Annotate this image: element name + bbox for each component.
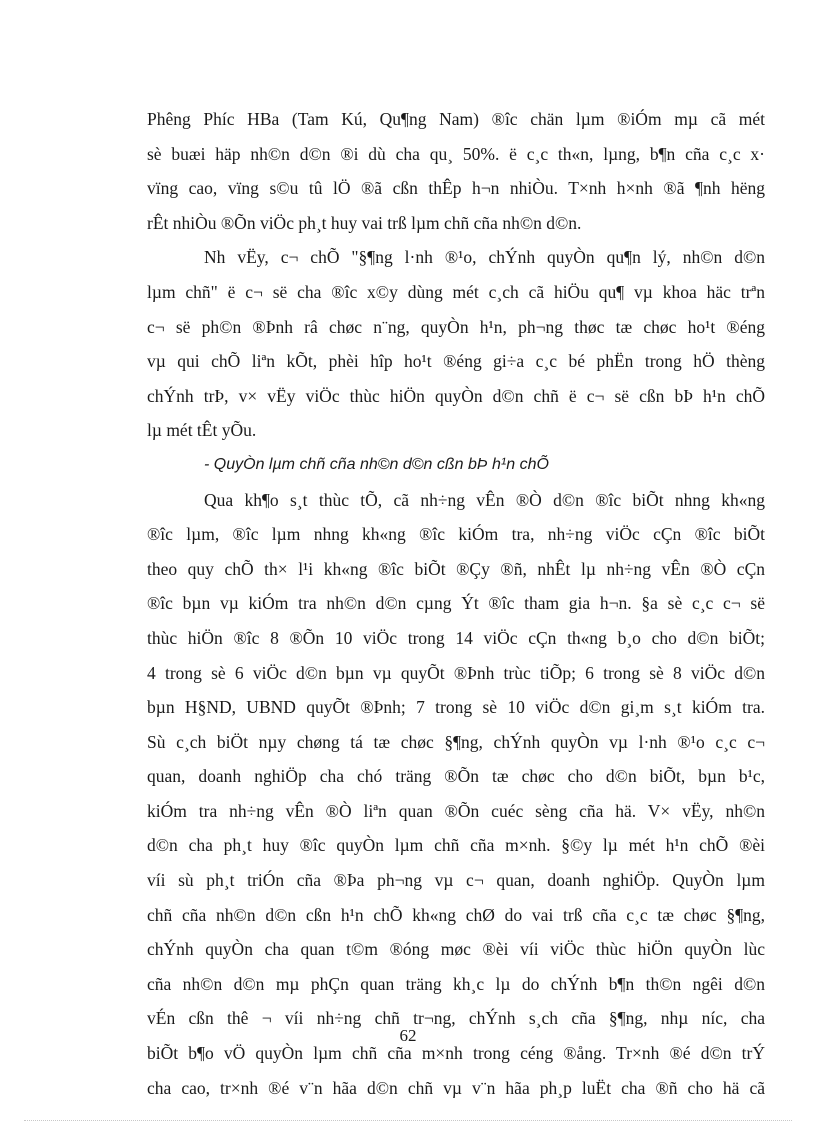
text-line: quan, doanh nghiÖp cha chó träng ®Õn tæ chøc cho d©n biÕt, bµn b¹c, <box>147 766 765 787</box>
text-line: bµn H§ND, UBND quyÕt ®Þnh; 7 trong sè 10 viÖc d©n gi¸m s¸t kiÓm tra. <box>147 697 765 718</box>
document-body <box>147 102 765 1105</box>
text-line: víi sù ph¸t triÓn cña ®Þa ph¬ng vµ c¬ quan, doanh nghiÖp. QuyÒn lµm <box>147 870 765 891</box>
text-line: Nh vËy, c¬ chÕ "§¶ng l·nh ®¹o, chÝnh quyÒn qu¶n lý, nh©n d©n <box>204 247 765 268</box>
text-line: Phêng Phíc HBa (Tam Kú, Qu¶ng Nam) ®îc chän lµm ®iÓm mµ cã mét <box>147 109 765 129</box>
text-line: lµ mét tÊt yÕu. <box>147 420 257 441</box>
text-line: ®îc lµm, ®îc lµm nhng kh«ng ®îc kiÓm tra, nh÷ng viÖc cÇn ®îc biÕt <box>147 524 765 545</box>
text-line: d©n cha ph¸t huy ®îc quyÒn lµm chñ cña m×nh. §©y lµ mét h¹n chÕ ®èi <box>147 835 765 856</box>
paragraph <box>147 102 765 240</box>
text-line: ®îc bµn vµ kiÓm tra nh©n d©n cµng Ýt ®îc tham gia h¬n. §a sè c¸c c¬ së <box>147 593 765 614</box>
text-line: theo quy chÕ th× l¹i kh«ng ®îc biÕt ®Çy ®ñ, nhÊt lµ nh÷ng vÊn ®Ò cÇn <box>147 558 765 579</box>
text-line: biÕt b¶o vÖ quyÒn lµm chñ cña m×nh trong céng ®ång. Tr×nh ®é d©n trÝ <box>147 1043 765 1064</box>
text-line: 4 trong sè 6 viÖc d©n bµn vµ quyÕt ®Þnh trùc tiÕp; 6 trong sè 8 viÖc d©n <box>147 662 765 683</box>
text-line: vÉn cßn thê ¬ víi nh÷ng chñ tr¬ng, chÝnh s¸ch cña §¶ng, nhµ níc, cha <box>147 1008 765 1029</box>
text-line: kiÓm tra nh÷ng vÊn ®Ò liªn quan ®Õn cuéc sèng cña hä. V× vËy, nh©n <box>147 800 765 821</box>
text-line: chÝnh quyÒn cha quan t©m ®óng møc ®èi víi viÖc thùc hiÖn quyÒn lùc <box>147 939 765 960</box>
section-subheading: - QuyÒn lµm chñ cña nh©n d©n cßn bÞ h¹n chÕ <box>204 455 549 473</box>
text-line: cña nh©n d©n mµ phÇn quan träng kh¸c lµ do chÝnh b¶n th©n ngêi d©n <box>147 973 765 994</box>
paragraph <box>147 240 765 448</box>
page-bottom-divider <box>24 1120 792 1121</box>
text-line: thùc hiÖn ®îc 8 ®Õn 10 viÖc trong 14 viÖc cÇn th«ng b¸o cho d©n biÕt; <box>147 627 765 648</box>
text-line: rÊt nhiÒu ®Õn viÖc ph¸t huy vai trß lµm chñ cña nh©n d©n. <box>147 212 582 233</box>
text-line: chñ cña nh©n d©n cßn h¹n chÕ kh«ng chØ do vai trß cña c¸c tæ chøc §¶ng, <box>147 904 765 925</box>
text-line: c¬ së ph©n ®Þnh râ chøc n¨ng, quyÒn h¹n, ph¬ng thøc tæ chøc ho¹t ®éng <box>147 316 765 337</box>
text-line: lµm chñ" ë c¬ së cha ®îc x©y dùng mét c¸ch cã hiÖu qu¶ vµ khoa häc trªn <box>147 281 765 302</box>
text-line: vµ qui chÕ liªn kÕt, phèi hîp ho¹t ®éng gi÷a c¸c bé phËn trong hÖ thèng <box>147 351 765 372</box>
text-line: Sù c¸ch biÖt nµy chøng tá tæ chøc §¶ng, chÝnh quyÒn vµ l·nh ®¹o c¸c c¬ <box>147 731 765 752</box>
text-line: Qua kh¶o s¸t thùc tÕ, cã nh÷ng vÊn ®Ò d©n ®îc biÕt nhng kh«ng <box>204 489 765 510</box>
text-line: sè buæi häp nh©n d©n ®i dù cha qu¸ 50%. ë c¸c th«n, lµng, b¶n cña c¸c x· <box>147 143 765 164</box>
paragraph <box>147 483 765 1106</box>
page-number: 62 <box>399 1026 417 1045</box>
text-line: cha cao, tr×nh ®é v¨n hãa d©n chñ vµ v¨n hãa ph¸p luËt cha ®ñ cho hä cã <box>147 1077 765 1098</box>
text-line: chÝnh trÞ, v× vËy viÖc thùc hiÖn quyÒn d©n chñ ë c¬ së cßn bÞ h¹n chÕ <box>147 385 765 406</box>
text-line: vïng cao, vïng s©u tû lÖ ®ã cßn thÊp h¬n nhiÒu. T×nh h×nh ®ã ¶nh hëng <box>147 178 765 199</box>
